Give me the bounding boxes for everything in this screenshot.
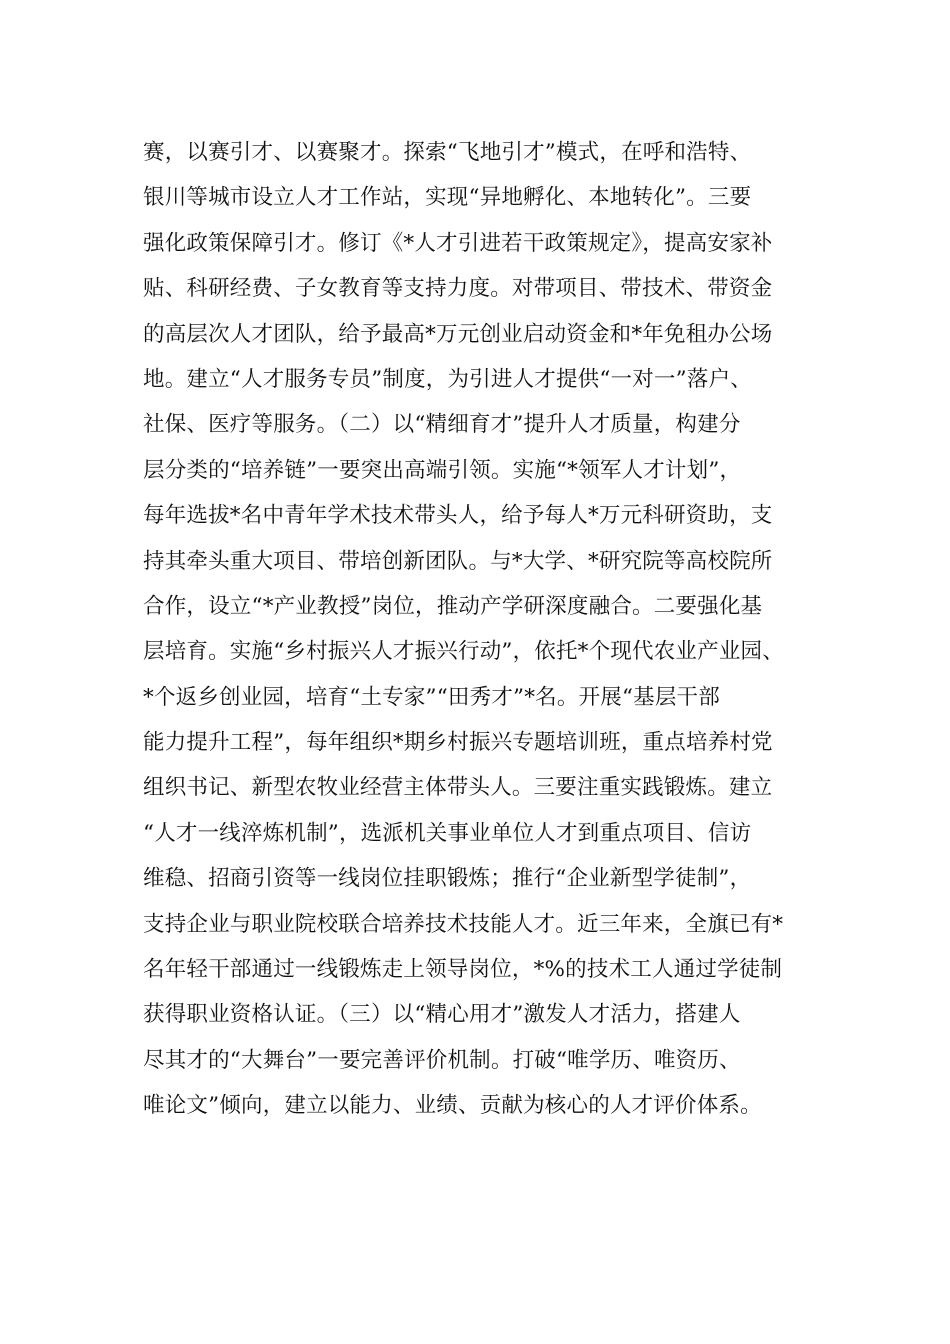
text-line: 名年轻干部通过一线锻炼走上领导岗位，*%的技术工人通过学徒制 [143, 957, 783, 983]
body-paragraph [143, 130, 823, 1129]
text-line: 组织书记、新型农牧业经营主体带头人。三要注重实践锻炼。建立 [143, 775, 773, 801]
text-line: 赛，以赛引才、以赛聚才。探索“飞地引才”模式，在呼和浩特、 [143, 140, 752, 165]
text-line: 能力提升工程”，每年组织*期乡村振兴专题培训班，重点培养村党 [143, 730, 773, 756]
text-line: 层分类的“培养链”一要突出高端引领。实施“*领军人才计划”， [143, 457, 742, 483]
text-line: 层培育。实施“乡村振兴人才振兴行动”，依托*个现代农业产业园、 [143, 639, 784, 665]
text-line: “人才一线淬炼机制”，选派机关事业单位人才到重点项目、信访 [143, 820, 752, 846]
text-line: 银川等城市设立人才工作站，实现“异地孵化、本地转化”。三要 [143, 185, 752, 211]
text-line: 支持企业与职业院校联合培养技术技能人才。近三年来，全旗已有* [143, 911, 784, 937]
text-line: 维稳、招商引资等一线岗位挂职锻炼；推行“企业新型学徒制”， [143, 866, 752, 892]
text-line: 强化政策保障引才。修订《*人才引进若干政策规定》，提高安家补 [143, 230, 773, 256]
text-line: 贴、科研经费、子女教育等支持力度。对带项目、带技术、带资金 [143, 276, 773, 302]
text-line: 获得职业资格认证。（三）以“精心用才”激发人才活力，搭建人 [143, 1002, 741, 1028]
text-line: 社保、医疗等服务。（二）以“精细育才”提升人才质量，构建分 [143, 412, 741, 438]
text-line: 每年选拔*名中青年学术技术带头人，给予每人*万元科研资助，支 [143, 503, 773, 529]
text-line: 合作，设立“*产业教授”岗位，推动产学研深度融合。二要强化基 [143, 593, 763, 619]
text-line: 尽其才的“大舞台”一要完善评价机制。打破“唯学历、唯资历、 [143, 1047, 741, 1073]
text-line: 的高层次人才团队，给予最高*万元创业启动资金和*年免租办公场 [143, 321, 773, 347]
text-line: 持其牵头重大项目、带培创新团队。与*大学、*研究院等高校院所 [143, 548, 773, 574]
text-line: 地。建立“人才服务专员”制度，为引进人才提供“一对一”落户、 [143, 366, 752, 392]
text-line: *个返乡创业园，培育“土专家”“田秀才”*名。开展“基层干部 [143, 684, 720, 710]
text-line: 唯论文”倾向，建立以能力、业绩、贡献为核心的人才评价体系。 [143, 1093, 762, 1119]
